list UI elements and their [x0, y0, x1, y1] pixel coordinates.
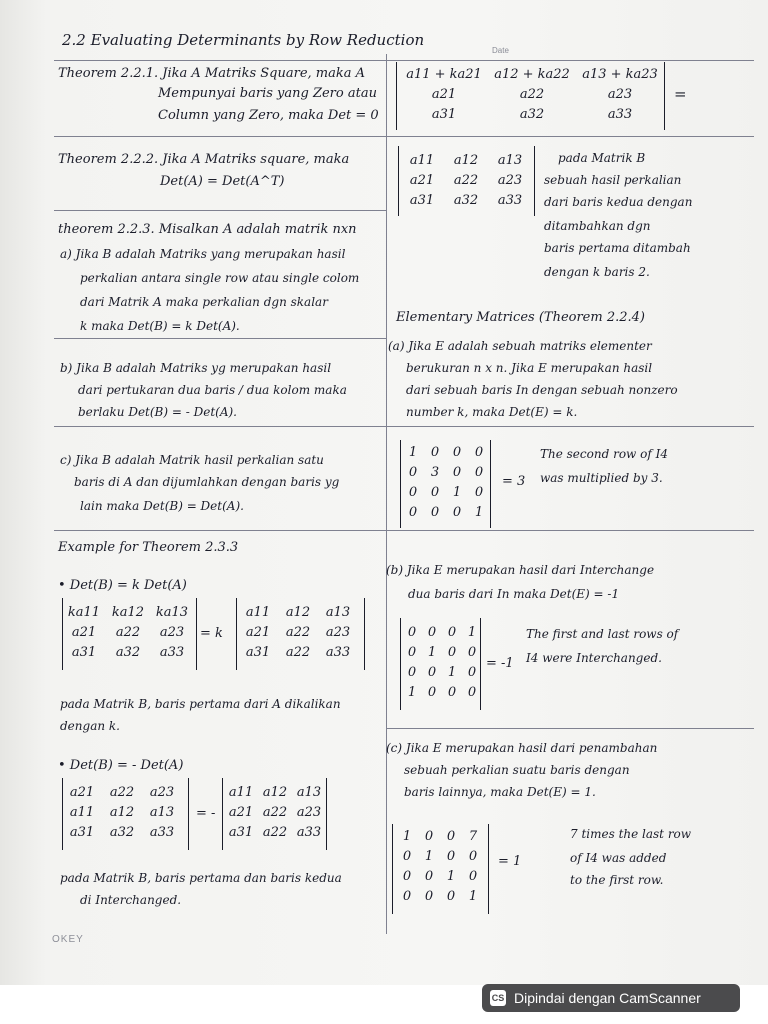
note-line: pada Matrik B: [558, 151, 646, 165]
elementary-line: berukuran n x n. Jika E merupakan hasil: [406, 361, 653, 375]
matrix-bar-left: [222, 778, 223, 850]
matrix-cell: a33: [325, 644, 351, 660]
matrix-cell: 0: [467, 684, 477, 700]
elementary-c-note: to the first row.: [570, 873, 664, 887]
ruled-line: [54, 210, 386, 211]
matrix-bar-right: [534, 146, 535, 216]
example-1-label: • Det(B) = k Det(A): [58, 578, 187, 593]
matrix-cell: a12: [262, 784, 288, 800]
example-1-note: pada Matrik B, baris pertama dari A dikalikan: [60, 697, 341, 711]
theorem-line: dari Matrik A maka perkalian dgn skalar: [80, 295, 328, 309]
matrix-cell: 0: [408, 504, 418, 520]
matrix-cell: 1: [446, 868, 456, 884]
matrix-cell: a23: [325, 624, 351, 640]
elementary-a-note: was multiplied by 3.: [540, 471, 663, 485]
matrix-cell: a33: [159, 644, 185, 660]
theorem-221-matrix: [400, 64, 664, 124]
matrix-bar-left: [398, 146, 399, 216]
elementary-a-result: = 3: [502, 474, 526, 489]
elementary-line: (a) Jika E adalah sebuah matriks elementer: [388, 339, 652, 353]
matrix-cell: 1: [447, 664, 457, 680]
matrix-cell: a22: [262, 824, 288, 840]
elementary-title: Elementary Matrices (Theorem 2.2.4): [396, 310, 645, 325]
matrix-cell: a21: [245, 624, 271, 640]
example-1-note: dengan k.: [60, 719, 120, 733]
matrix-cell: a33: [607, 106, 633, 122]
matrix-bar-right: [364, 598, 365, 670]
matrix-cell: 0: [402, 848, 412, 864]
matrix-cell: a13: [149, 804, 175, 820]
matrix-cell: a22: [262, 804, 288, 820]
matrix-cell: 0: [427, 624, 437, 640]
matrix-cell: a13: [497, 152, 523, 168]
elementary-c-note: 7 times the last row: [570, 827, 692, 841]
elementary-c-result: = 1: [498, 854, 522, 869]
matrix-cell: a32: [519, 106, 545, 122]
elementary-b-result: = -1: [486, 656, 514, 671]
matrix-cell: a23: [159, 624, 185, 640]
matrix-cell: 1: [452, 484, 462, 500]
matrix-cell: a21: [409, 172, 435, 188]
matrix-cell: 0: [467, 644, 477, 660]
ruled-line: [54, 338, 386, 339]
matrix-cell: 1: [408, 444, 418, 460]
matrix-cell: 0: [467, 664, 477, 680]
theorem-221-line: Column yang Zero, maka Det = 0: [158, 108, 379, 123]
matrix-cell: 0: [446, 848, 456, 864]
matrix-bar-right: [326, 778, 327, 850]
matrix-cell: 0: [447, 644, 457, 660]
theorem-222-line: Det(A) = Det(A^T): [160, 174, 285, 189]
matrix-cell: a12 + ka22: [494, 66, 570, 82]
matrix-cell: a22: [115, 624, 141, 640]
matrix-cell: a23: [296, 804, 322, 820]
example-2-left-matrix: [62, 782, 182, 842]
matrix-cell: a13 + ka23: [582, 66, 658, 82]
elementary-a-note: The second row of I4: [540, 447, 668, 461]
matrix-cell: 0: [408, 484, 418, 500]
matrix-bar-right: [188, 778, 189, 850]
matrix-cell: a23: [497, 172, 523, 188]
matrix-bar-left: [400, 440, 401, 528]
elementary-b-note: I4 were Interchanged.: [526, 651, 662, 665]
camscanner-logo-icon: CS: [490, 990, 506, 1006]
matrix-cell: a13: [325, 604, 351, 620]
ruled-line: [54, 426, 754, 427]
elementary-line: (c) Jika E merupakan hasil dari penambahan: [386, 741, 658, 755]
matrix-cell: 3: [430, 464, 440, 480]
theorem-line: dari pertukaran dua baris / dua kolom maka: [78, 383, 347, 397]
matrix-cell: 1: [427, 644, 437, 660]
note-line: sebuah hasil perkalian: [544, 173, 682, 187]
theorem-221-line: Theorem 2.2.1. Jika A Matriks Square, maka A: [58, 66, 366, 81]
matrix-cell: a32: [453, 192, 479, 208]
matrix-cell: ka11: [67, 604, 101, 620]
example-2-right-matrix: [224, 782, 326, 842]
matrix-cell: 0: [452, 444, 462, 460]
example-2-note: di Interchanged.: [80, 893, 182, 907]
matrix-cell: 0: [430, 484, 440, 500]
matrix-cell: a11: [245, 604, 271, 620]
ruled-line: [54, 60, 754, 61]
matrix-cell: a33: [497, 192, 523, 208]
matrix-bar-right: [490, 440, 491, 528]
matrix-cell: 1: [468, 888, 478, 904]
matrix-cell: 0: [424, 888, 434, 904]
column-divider: [386, 54, 387, 934]
matrix-bar-left: [236, 598, 237, 670]
matrix-cell: a32: [115, 644, 141, 660]
matrix-cell: 7: [468, 828, 478, 844]
matrix-cell: a21: [71, 624, 97, 640]
matrix-cell: 0: [452, 464, 462, 480]
matrix-cell: a13: [296, 784, 322, 800]
matrix-bar-right: [196, 598, 197, 670]
elementary-line: sebuah perkalian suatu baris dengan: [404, 763, 630, 777]
theorem-222-line: Theorem 2.2.2. Jika A Matriks square, maka: [58, 152, 350, 167]
matrix-cell: a12: [109, 804, 135, 820]
theorem-line: baris di A dan dijumlahkan dengan baris yg: [74, 475, 340, 489]
example-1-right-matrix: [238, 602, 358, 662]
elementary-line: baris lainnya, maka Det(E) = 1.: [404, 785, 596, 799]
matrix-cell: a22: [109, 784, 135, 800]
note-line: dari baris kedua dengan: [544, 195, 693, 209]
elementary-c-note: of I4 was added: [570, 851, 667, 865]
matrix-cell: 0: [447, 624, 457, 640]
matrix-cell: a31: [228, 824, 254, 840]
matrix-cell: a33: [149, 824, 175, 840]
matrix-cell: a31: [245, 644, 271, 660]
theorem-line: perkalian antara single row atau single colom: [80, 271, 360, 285]
matrix-cell: a22: [519, 86, 545, 102]
page-title: 2.2 Evaluating Determinants by Row Reduction: [62, 31, 425, 49]
matrix-cell: 0: [407, 664, 417, 680]
matrix-cell: 0: [407, 644, 417, 660]
matrix-cell: 0: [407, 624, 417, 640]
camscanner-text: Dipindai dengan CamScanner: [514, 990, 701, 1006]
elementary-c-matrix: [396, 826, 484, 906]
matrix-cell: a21: [228, 804, 254, 820]
matrix-cell: 0: [427, 664, 437, 680]
matrix-cell: 0: [446, 888, 456, 904]
example-2-label: • Det(B) = - Det(A): [58, 758, 184, 773]
matrix-cell: 1: [467, 624, 477, 640]
matrix-cell: a12: [453, 152, 479, 168]
matrix-cell: a31: [71, 644, 97, 660]
example-1-left-matrix: [62, 602, 194, 662]
theorem-line: b) Jika B adalah Matriks yg merupakan hasil: [60, 361, 332, 375]
matrix-cell: a21: [69, 784, 95, 800]
matrix-cell: 0: [427, 684, 437, 700]
matrix-cell: 0: [447, 684, 457, 700]
matrix-cell: 0: [402, 888, 412, 904]
theorem-line: lain maka Det(B) = Det(A).: [80, 499, 244, 513]
matrix-cell: 0: [408, 464, 418, 480]
matrix-cell: a22: [453, 172, 479, 188]
matrix-cell: a32: [109, 824, 135, 840]
matrix-cell: 0: [424, 868, 434, 884]
matrix-cell: 0: [474, 464, 484, 480]
matrix-cell: a31: [431, 106, 457, 122]
example-1-equals: = k: [200, 626, 223, 641]
matrix-cell: 0: [474, 484, 484, 500]
matrix-cell: 0: [474, 444, 484, 460]
ruled-line: [54, 136, 754, 137]
matrix-bar-left: [400, 618, 401, 710]
equals-sign: =: [674, 85, 687, 103]
theorem-line: k maka Det(B) = k Det(A).: [80, 319, 240, 333]
theorem-221-line: Mempunyai baris yang Zero atau: [158, 86, 377, 101]
elementary-b-note: The first and last rows of: [526, 627, 679, 641]
theorem-223-intro: theorem 2.2.3. Misalkan A adalah matrik nxn: [58, 222, 357, 237]
matrix-cell: a33: [296, 824, 322, 840]
elementary-line: number k, maka Det(E) = k.: [406, 405, 578, 419]
matrix-cell: 1: [474, 504, 484, 520]
theorem-line: berlaku Det(B) = - Det(A).: [78, 405, 237, 419]
matrix-cell: 0: [452, 504, 462, 520]
example-2-note: pada Matrik B, baris pertama dan baris kedua: [60, 871, 342, 885]
elementary-a-matrix: [402, 442, 490, 522]
matrix-cell: a31: [69, 824, 95, 840]
matrix-cell: 1: [402, 828, 412, 844]
matrix-cell: a22: [285, 644, 311, 660]
matrix-cell: a11: [409, 152, 435, 168]
matrix-bar-left: [392, 824, 393, 914]
matrix-cell: 1: [407, 684, 417, 700]
example-2-equals: = -: [196, 806, 216, 821]
notebook-brand: OKEY: [52, 934, 84, 945]
matrix-cell: a11: [228, 784, 254, 800]
elementary-line: dua baris dari In maka Det(E) = -1: [408, 587, 620, 601]
matrix-cell: 0: [468, 848, 478, 864]
elementary-line: dari sebuah baris In dengan sebuah nonzero: [406, 383, 678, 397]
example-title: Example for Theorem 2.3.3: [58, 540, 239, 555]
note-line: ditambahkan dgn: [544, 219, 651, 233]
matrix-cell: ka12: [111, 604, 145, 620]
note-line: dengan k baris 2.: [544, 265, 650, 279]
ruled-line: [386, 728, 754, 729]
elementary-b-matrix: [402, 622, 482, 702]
date-label: Date: [492, 46, 509, 55]
matrix-bar-right: [664, 62, 665, 130]
ruled-line: [54, 530, 754, 531]
matrix-cell: 0: [430, 504, 440, 520]
matrix-cell: 0: [430, 444, 440, 460]
matrix-cell: a12: [285, 604, 311, 620]
theorem-line: a) Jika B adalah Matriks yang merupakan hasil: [60, 247, 346, 261]
matrix-cell: 0: [468, 868, 478, 884]
matrix-cell: a21: [431, 86, 457, 102]
matrix-cell: ka13: [155, 604, 189, 620]
matrix-cell: a11 + ka21: [406, 66, 482, 82]
matrix-cell: a22: [285, 624, 311, 640]
elementary-line: (b) Jika E merupakan hasil dari Interchange: [386, 563, 655, 577]
camscanner-banner: [482, 984, 740, 1012]
matrix-cell: a11: [69, 804, 95, 820]
matrix-cell: a23: [607, 86, 633, 102]
matrix-cell: 1: [424, 848, 434, 864]
matrix-cell: a23: [149, 784, 175, 800]
matrix-bar-right: [488, 824, 489, 914]
theorem-222-matrix: [400, 150, 532, 210]
matrix-cell: 0: [402, 868, 412, 884]
matrix-cell: 0: [424, 828, 434, 844]
matrix-cell: a31: [409, 192, 435, 208]
theorem-line: c) Jika B adalah Matrik hasil perkalian satu: [60, 453, 324, 467]
matrix-bar-left: [396, 62, 397, 130]
note-line: baris pertama ditambah: [544, 241, 691, 255]
matrix-cell: 0: [446, 828, 456, 844]
